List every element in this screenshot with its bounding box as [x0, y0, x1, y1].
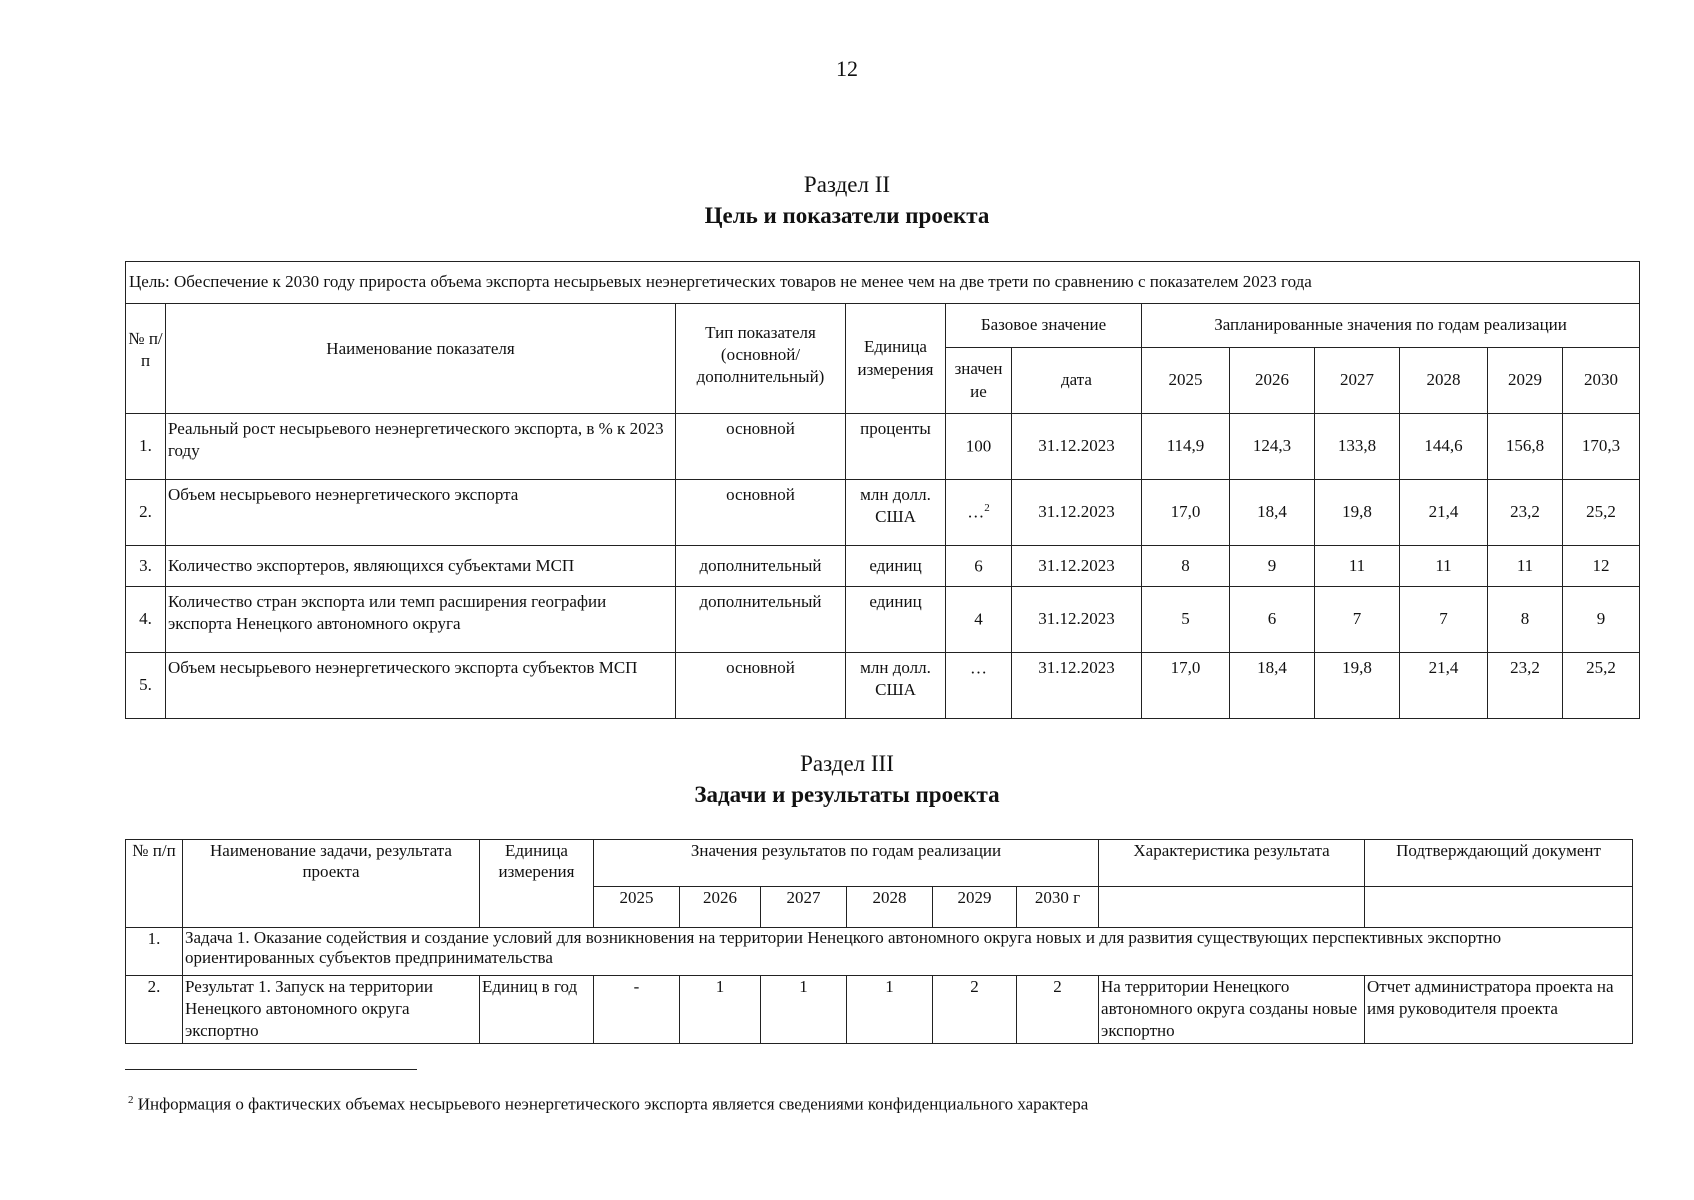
row-num: 1.: [126, 414, 166, 480]
row-num: 3.: [126, 546, 166, 587]
header-type: Тип показателя (основной/ дополнительный): [676, 304, 846, 414]
header-unit: Единица измерения: [846, 304, 946, 414]
row-value: 21,4: [1400, 480, 1488, 546]
row-value: 6: [1230, 587, 1315, 653]
t2-header-num: № п/п: [126, 840, 183, 928]
header-base-date: дата: [1012, 348, 1142, 414]
row-value: 23,2: [1488, 480, 1563, 546]
result-value: 2: [1017, 976, 1099, 1044]
result-document: Отчет администратора проекта на имя руководителя проекта: [1365, 976, 1633, 1044]
row-base-value: …$^2$: [946, 480, 1012, 546]
row-name: Количество стран экспорта или темп расширения географии экспорта Ненецкого автономного округа: [166, 587, 676, 653]
section3-subtitle: Задачи и результаты проекта: [694, 782, 1000, 807]
t2-header-empty: [1365, 887, 1633, 928]
row-value: 25,2: [1563, 653, 1640, 719]
row-unit: единиц: [846, 587, 946, 653]
t2-header-document: Подтверждающий документ: [1365, 840, 1633, 887]
t2-header-empty: [1099, 887, 1365, 928]
row-value: 17,0: [1142, 480, 1230, 546]
row-num: 4.: [126, 587, 166, 653]
t2-header-year: 2030 г: [1017, 887, 1099, 928]
row-value: 18,4: [1230, 653, 1315, 719]
row-date: 31.12.2023: [1012, 480, 1142, 546]
task-text: Задача 1. Оказание содействия и создание условий для возникновения на территории Ненецкого автономного округа новых и для развития существующих перспективных экспортно ориентированных субъектов предпринимательства: [183, 928, 1633, 976]
task-num: 1.: [126, 928, 183, 976]
row-base-value: 100: [946, 414, 1012, 480]
table-row: [126, 976, 1633, 1044]
page-number: 12: [836, 56, 858, 81]
result-characteristic: На территории Ненецкого автономного округа созданы новые экспортно: [1099, 976, 1365, 1044]
row-num: 2.: [126, 480, 166, 546]
row-unit: млн долл. США: [846, 480, 946, 546]
section2-subtitle: Цель и показатели проекта: [704, 203, 990, 228]
row-value: 11: [1315, 546, 1400, 587]
t2-header-values: Значения результатов по годам реализации: [594, 840, 1099, 887]
row-value: 5: [1142, 587, 1230, 653]
header-year: 2026: [1230, 348, 1315, 414]
row-unit: млн долл. США: [846, 653, 946, 719]
row-name: Реальный рост несырьевого неэнергетического экспорта, в % к 2023 году: [166, 414, 676, 480]
row-value: 144,6: [1400, 414, 1488, 480]
row-value: 9: [1230, 546, 1315, 587]
section2-title: Раздел II: [803, 172, 891, 197]
row-unit: единиц: [846, 546, 946, 587]
row-type: основной: [676, 480, 846, 546]
row-name: Объем несырьевого неэнергетического экспорта субъектов МСП: [166, 653, 676, 719]
row-base-value: 6: [946, 546, 1012, 587]
row-date: 31.12.2023: [1012, 546, 1142, 587]
header-base: Базовое значение: [946, 304, 1142, 348]
footnote-ref: 2: [984, 502, 990, 515]
row-value: 19,8: [1315, 653, 1400, 719]
row-name: Количество экспортеров, являющихся субъектами МСП: [166, 546, 676, 587]
table-row: [126, 414, 1640, 480]
footnote-divider: [125, 1069, 417, 1070]
header-year: 2025: [1142, 348, 1230, 414]
row-value: 8: [1142, 546, 1230, 587]
row-value: 170,3: [1563, 414, 1640, 480]
row-unit: проценты: [846, 414, 946, 480]
row-value: 9: [1563, 587, 1640, 653]
row-base-value: …: [946, 653, 1012, 719]
t2-header-year: 2028: [847, 887, 933, 928]
result-value: 1: [847, 976, 933, 1044]
row-type: основной: [676, 414, 846, 480]
row-value: 18,4: [1230, 480, 1315, 546]
row-type: дополнительный: [676, 546, 846, 587]
row-value: 21,4: [1400, 653, 1488, 719]
row-value: 8: [1488, 587, 1563, 653]
t2-header-unit: Единица измерения: [480, 840, 594, 928]
header-name: Наименование показателя: [166, 304, 676, 414]
result-value: 1: [680, 976, 761, 1044]
row-value: 7: [1400, 587, 1488, 653]
section3-title: Раздел III: [800, 751, 894, 776]
table-row: [126, 653, 1640, 719]
result-value: -: [594, 976, 680, 1044]
table-row: [126, 587, 1640, 653]
result-name: Результат 1. Запуск на территории Ненецкого автономного округа экспортно: [183, 976, 480, 1044]
row-num: 5.: [126, 653, 166, 719]
indicators-table: [125, 261, 1640, 719]
row-value: 11: [1400, 546, 1488, 587]
row-date: 31.12.2023: [1012, 414, 1142, 480]
header-base-value: значен ие: [946, 348, 1012, 414]
row-type: основной: [676, 653, 846, 719]
row-date: 31.12.2023: [1012, 587, 1142, 653]
header-year: 2027: [1315, 348, 1400, 414]
header-year: 2030: [1563, 348, 1640, 414]
row-value: 124,3: [1230, 414, 1315, 480]
row-type: дополнительный: [676, 587, 846, 653]
row-value: 19,8: [1315, 480, 1400, 546]
goal-cell: Цель: Обеспечение к 2030 году прироста объема экспорта несырьевых неэнергетических товаров не менее чем на две трети по сравнению с показателем 2023 года: [126, 262, 1640, 304]
table-row: [126, 480, 1640, 546]
row-value: 7: [1315, 587, 1400, 653]
row-value: 11: [1488, 546, 1563, 587]
header-year: 2029: [1488, 348, 1563, 414]
footnote-mark: 2: [128, 1094, 134, 1106]
row-value: 23,2: [1488, 653, 1563, 719]
header-num: № п/п: [126, 304, 166, 414]
header-year: 2028: [1400, 348, 1488, 414]
t2-header-year: 2029: [933, 887, 1017, 928]
row-value: 156,8: [1488, 414, 1563, 480]
result-value: 2: [933, 976, 1017, 1044]
footnote: [128, 1094, 1088, 1115]
row-value: 17,0: [1142, 653, 1230, 719]
row-value: 12: [1563, 546, 1640, 587]
row-value: 133,8: [1315, 414, 1400, 480]
footnote-text: Информация о фактических объемах несырьевого неэнергетического экспорта является сведениями конфиденциального характера: [137, 1094, 1089, 1114]
row-base-value: 4: [946, 587, 1012, 653]
row-name: Объем несырьевого неэнергетического экспорта: [166, 480, 676, 546]
row-value: 25,2: [1563, 480, 1640, 546]
row-value: 114,9: [1142, 414, 1230, 480]
table-row: [126, 546, 1640, 587]
result-num: 2.: [126, 976, 183, 1044]
result-unit: Единиц в год: [480, 976, 594, 1044]
t2-header-year: 2027: [761, 887, 847, 928]
t2-header-name: Наименование задачи, результата проекта: [183, 840, 480, 928]
row-date: 31.12.2023: [1012, 653, 1142, 719]
t2-header-year: 2025: [594, 887, 680, 928]
tasks-table: [125, 839, 1633, 1044]
header-planned: Запланированные значения по годам реализации: [1142, 304, 1640, 348]
t2-header-characteristic: Характеристика результата: [1099, 840, 1365, 887]
result-value: 1: [761, 976, 847, 1044]
table-row: [126, 928, 1633, 976]
t2-header-year: 2026: [680, 887, 761, 928]
